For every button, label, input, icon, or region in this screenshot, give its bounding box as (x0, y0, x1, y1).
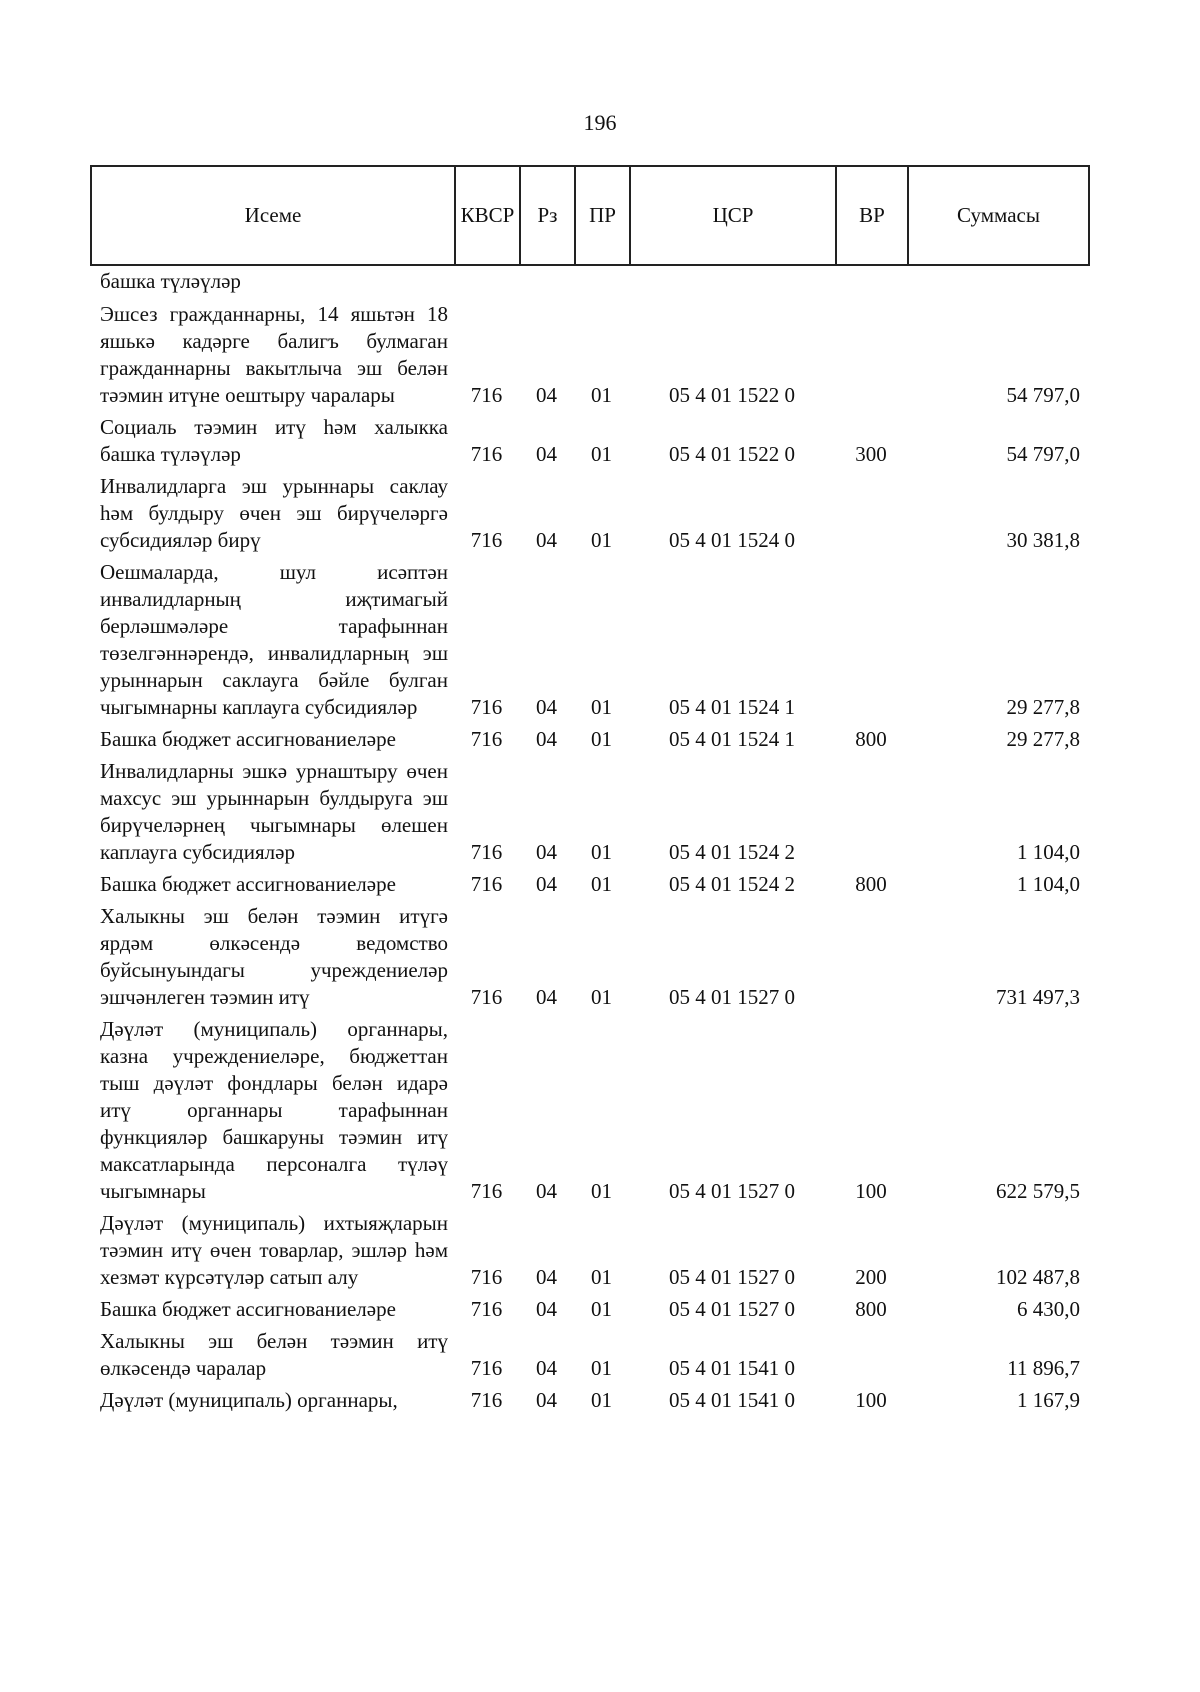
table-row (90, 871, 1090, 898)
row-csr: 05 4 01 1524 1 (669, 727, 795, 751)
row-pr: 01 (591, 1356, 612, 1380)
row-kvsr: 716 (470, 383, 503, 407)
row-pr: 01 (591, 528, 612, 552)
row-rz: 04 (536, 840, 557, 864)
row-csr: 05 4 01 1541 0 (669, 1356, 795, 1380)
row-rz: 04 (536, 442, 557, 466)
table-body (90, 268, 1090, 1419)
row-name: Дәүләт (муниципаль) органнары, (100, 1388, 398, 1412)
row-kvsr: 716 (470, 1179, 503, 1203)
page-number: 196 (583, 110, 617, 135)
row-csr: 05 4 01 1524 2 (669, 872, 795, 896)
row-kvsr: 716 (470, 985, 503, 1009)
row-sum: 29 277,8 (1006, 695, 1080, 719)
row-rz: 04 (536, 528, 557, 552)
row-name: Социаль тәэмин итү һәм халыкка башка түләүләр (100, 415, 448, 466)
row-kvsr: 716 (470, 528, 503, 552)
row-rz: 04 (536, 1179, 557, 1203)
row-vr: 800 (855, 1297, 887, 1321)
row-rz: 04 (536, 1356, 557, 1380)
row-sum: 731 497,3 (996, 985, 1080, 1009)
row-csr: 05 4 01 1524 1 (669, 695, 795, 719)
table-row (90, 1296, 1090, 1323)
row-pr: 01 (591, 1388, 612, 1412)
row-pr: 01 (591, 1179, 612, 1203)
table-row (90, 473, 1090, 554)
row-pr: 01 (591, 442, 612, 466)
row-kvsr: 716 (470, 1356, 503, 1380)
row-pr: 01 (591, 727, 612, 751)
row-sum: 11 896,7 (1007, 1356, 1080, 1380)
row-pr: 01 (591, 1297, 612, 1321)
table-row (90, 559, 1090, 721)
row-csr: 05 4 01 1522 0 (669, 442, 795, 466)
header-sum: Суммасы (957, 203, 1040, 227)
row-name: Дәүләт (муниципаль) ихтыяҗларын тәэмин итү өчен товарлар, эшләр һәм хезмәт күрсәтүләр сатып алу (100, 1211, 448, 1289)
row-kvsr: 716 (470, 1297, 503, 1321)
row-csr: 05 4 01 1541 0 (669, 1388, 795, 1412)
row-name: Оешмаларда, шул исәптән инвалидларның иҗтимагый берләшмәләре тарафыннан төзелгәннәрендә, инвалидларның эш урыннарын саклауга бәйле булган чыгымнарны каплауга субсидияләр (100, 560, 448, 719)
table-row (90, 301, 1090, 409)
row-vr: 100 (855, 1388, 887, 1412)
row-csr: 05 4 01 1522 0 (669, 383, 795, 407)
row-name: Эшсез гражданнарны, 14 яшьтән 18 яшькә кадәрге балигъ булмаган гражданнарны вакытлыча эш белән тәэмин итүне оештыру чаралары (100, 302, 448, 407)
row-sum: 622 579,5 (996, 1179, 1080, 1203)
row-csr: 05 4 01 1527 0 (669, 1179, 795, 1203)
row-csr: 05 4 01 1524 0 (669, 528, 795, 552)
row-rz: 04 (536, 872, 557, 896)
table-row (90, 414, 1090, 468)
row-sum: 1 167,9 (1017, 1388, 1080, 1412)
row-name: Халыкны эш белән тәэмин итүгә ярдәм өлкәсендә ведомство буйсынуындагы учреждениеләр эшчәнлеген тәэмин итү (100, 904, 448, 1009)
row-pr: 01 (591, 840, 612, 864)
row-pr: 01 (591, 383, 612, 407)
row-rz: 04 (536, 1388, 557, 1412)
table-row (90, 903, 1090, 1011)
row-pr: 01 (591, 1265, 612, 1289)
row-rz: 04 (536, 695, 557, 719)
row-vr: 100 (855, 1179, 887, 1203)
row-name: Инвалидларга эш урыннары саклау һәм булдыру өчен эш бирүчеләргә субсидияләр бирү (100, 474, 448, 552)
row-vr: 800 (855, 727, 887, 751)
row-sum: 6 430,0 (1017, 1297, 1080, 1321)
header-csr: ЦСР (631, 167, 837, 264)
row-name: Дәүләт (муниципаль) органнары, казна учреждениеләре, бюджеттан тыш дәүләт фондлары белән идарә итү органнары тарафыннан функцияләр башкаруны тәэмин итү максатларында персоналга түләү чыгымнары (100, 1017, 448, 1203)
row-sum: 1 104,0 (1017, 840, 1080, 864)
row-pr: 01 (591, 985, 612, 1009)
table-row (90, 726, 1090, 753)
row-kvsr: 716 (470, 840, 503, 864)
row-name: башка түләүләр (100, 269, 241, 293)
row-sum: 29 277,8 (1006, 727, 1080, 751)
row-rz: 04 (536, 727, 557, 751)
row-sum: 54 797,0 (1006, 383, 1080, 407)
table-row (90, 268, 1090, 295)
header-rz: Рз (521, 167, 576, 264)
header-pr: ПР (576, 167, 631, 264)
table-row (90, 1210, 1090, 1291)
row-kvsr: 716 (470, 695, 503, 719)
table-row (90, 1328, 1090, 1382)
row-csr: 05 4 01 1527 0 (669, 1297, 795, 1321)
header-name: Исеме (92, 167, 456, 264)
row-kvsr: 716 (470, 1265, 503, 1289)
row-name: Башка бюджет ассигнованиеләре (100, 872, 396, 896)
row-kvsr: 716 (470, 727, 503, 751)
table-row (90, 1016, 1090, 1205)
header-vr: ВР (837, 167, 909, 264)
row-kvsr: 716 (470, 1388, 503, 1412)
row-csr: 05 4 01 1527 0 (669, 985, 795, 1009)
row-rz: 04 (536, 1297, 557, 1321)
row-name: Башка бюджет ассигнованиеләре (100, 1297, 396, 1321)
row-sum: 1 104,0 (1017, 872, 1080, 896)
table-row (90, 758, 1090, 866)
row-vr: 300 (855, 442, 887, 466)
row-sum: 30 381,8 (1006, 528, 1080, 552)
row-rz: 04 (536, 383, 557, 407)
row-name: Инвалидларны эшкә урнаштыру өчен махсус эш урыннарын булдыруга эш бирүчеләрнең чыгымнары өлешен каплауга субсидияләр (100, 759, 448, 864)
row-rz: 04 (536, 1265, 557, 1289)
row-vr: 800 (855, 872, 887, 896)
table-row (90, 1387, 1090, 1414)
header-kvsr: КВСР (456, 167, 521, 264)
table-header (90, 165, 1090, 266)
row-rz: 04 (536, 985, 557, 1009)
row-kvsr: 716 (470, 872, 503, 896)
row-csr: 05 4 01 1524 2 (669, 840, 795, 864)
row-csr: 05 4 01 1527 0 (669, 1265, 795, 1289)
row-pr: 01 (591, 695, 612, 719)
row-sum: 54 797,0 (1006, 442, 1080, 466)
row-name: Башка бюджет ассигнованиеләре (100, 727, 396, 751)
row-sum: 102 487,8 (996, 1265, 1080, 1289)
row-vr: 200 (855, 1265, 887, 1289)
row-name: Халыкны эш белән тәэмин итү өлкәсендә чаралар (100, 1329, 448, 1380)
row-pr: 01 (591, 872, 612, 896)
row-kvsr: 716 (470, 442, 503, 466)
